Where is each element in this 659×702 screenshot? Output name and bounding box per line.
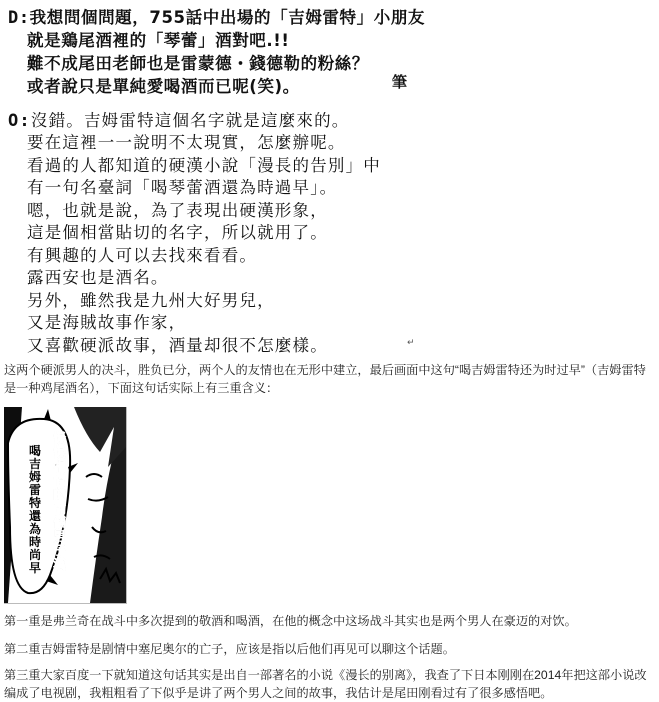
answer-line: O:沒錯。吉姆雷特這個名字就是這麼來的。 [8, 111, 350, 131]
bubble-inner-text: 慢慢相惜的兩個男子漢 [53, 432, 67, 573]
answer-line: 露西安也是酒名。 [27, 268, 169, 287]
answer-line: 又是海賊故事作家， [27, 313, 187, 332]
answer-line: 這是個相當貼切的名字，所以就用了。 [27, 223, 328, 242]
answer-line: 又喜歡硬派故事，酒量却很不怎麼樣。 [27, 336, 328, 355]
meaning-paragraph-1: 第一重是弗兰奇在战斗中多次提到的敬酒和喝酒，在他的概念中这场战斗其实也是两个男人在豪迈的对饮。 [4, 614, 577, 628]
answer-line: 要在這裡一一說明不太現實，怎麼辦呢。 [27, 133, 346, 152]
meaning-paragraph-2: 第二重吉姆雷特是剧情中塞尼奥尔的亡子，应该是指以后他们再见可以聊这个话题。 [4, 642, 455, 656]
question-label: D: [8, 8, 30, 28]
intro-paragraph: 这两个硬派男人的决斗，胜负已分，两个人的友情也在无形中建立，最后画面中这句“喝吉姆雷特还为时过早”（吉姆雷特是一种鸡尾酒名），下面这句话实际上有三重含义： [4, 363, 646, 395]
question-line: 就是鶏尾酒裡的「琴蕾」酒對吧.!! [27, 31, 290, 50]
meaning-paragraph-3: 第三重大家百度一下就知道这句话其实是出自一部著名的小说《漫长的别离》，我查了下日本刚刚在2014年把这部小说改编成了电视剧，我粗粗看了下似乎是讲了两个男人之间的故事，我估计是尾田刚看过有了很多感悟吧。 [4, 668, 647, 700]
answer-line: 看過的人都知道的硬漢小說「漫長的告別」中 [27, 156, 381, 175]
answer-label: O: [8, 111, 31, 131]
manga-panel-art [4, 407, 126, 603]
answer-line: 嗯，也就是說，為了表現出硬漢形象， [27, 201, 328, 220]
manga-panel-image [4, 407, 127, 604]
answer-line: 有一句名臺詞「喝琴蕾酒還為時過早」。 [27, 178, 338, 197]
answer-line: 另外，雖然我是九州大好男兒， [27, 291, 275, 310]
bubble-outer-text: 喝吉姆雷特還為時尚早 [29, 444, 42, 575]
paragraph-return-mark: ↵ [407, 338, 415, 348]
answer-line: 有興趣的人可以去找來看看。 [27, 246, 258, 265]
question-line: 難不成尾田老師也是雷蒙德・錢德勒的粉絲？ [27, 54, 369, 73]
question-line: 或者說只是單純愛喝酒而已呢(笑)。 [27, 77, 300, 96]
pen-name-mark: 筆 [392, 73, 408, 91]
question-line: D:我想問個問題，755話中出場的「吉姆雷特」小朋友 [8, 8, 426, 28]
